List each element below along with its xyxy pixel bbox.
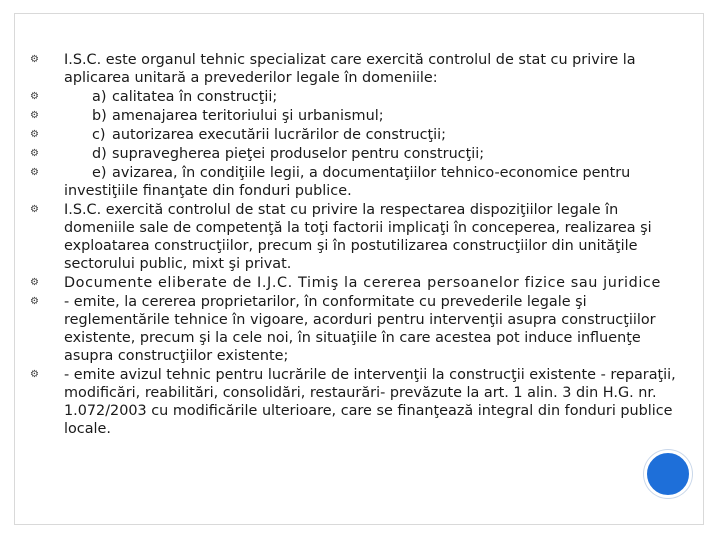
item-text: avizarea, în condiţiile legii, a documentaţiilor tehnico-economice pentru investiţiile finanţate din fonduri publice.	[64, 165, 631, 199]
gear-icon: ⚙	[30, 129, 39, 140]
bullet-documents-heading	[30, 274, 690, 292]
bullet-text: - emite avizul tehnic pentru lucrările de intervenţii la construcţii existente - reparaţii, modificări, reabilitări, consolidări, restaurări- prevăzute la art. 1 alin. 3 din H.G. nr. 1.072/2003 cu modificările ulterioare, care se finanţează integral din fonduri publice locale.	[64, 367, 676, 437]
gear-icon: ⚙	[30, 148, 39, 159]
bullet-text: I.S.C. este organul tehnic specializat care exercită controlul de stat cu privire la aplicarea unitară a prevederilor legale în domeniile:	[64, 52, 636, 86]
bullet-text: Documente eliberate de I.J.C. Timiş la cererea persoanelor fizice sau juridice	[64, 275, 661, 291]
bullet-text: - emite, la cererea proprietarilor, în conformitate cu prevederile legale şi reglementările tehnice în vigoare, acorduri pentru intervenţii asupra construcţiilor existente, precum şi la cele noi, în situaţiile în care acestea pot induce influenţe asupra construcţiilor existente;	[64, 294, 656, 364]
bullet-item-d	[30, 145, 690, 163]
item-letter: c)	[92, 127, 106, 143]
item-text: autorizarea executării lucrărilor de construcţii;	[112, 127, 446, 143]
bullet-item-b	[30, 107, 690, 125]
gear-icon: ⚙	[30, 167, 39, 178]
bullet-item-a	[30, 88, 690, 106]
bullet-intro	[30, 51, 690, 87]
slide-content	[30, 51, 690, 439]
gear-icon: ⚙	[30, 54, 39, 65]
item-text: calitatea în construcţii;	[112, 89, 278, 105]
decorative-circle	[644, 450, 692, 498]
item-letter: b)	[92, 108, 107, 124]
bullet-acorduri	[30, 293, 690, 365]
gear-icon: ⚙	[30, 369, 39, 380]
gear-icon: ⚙	[30, 91, 39, 102]
item-letter: e)	[92, 165, 107, 181]
bullet-item-e	[30, 164, 690, 200]
gear-icon: ⚙	[30, 204, 39, 215]
bullet-aviz-tehnic	[30, 366, 690, 438]
gear-icon: ⚙	[30, 296, 39, 307]
bullet-text: I.S.C. exercită controlul de stat cu privire la respectarea dispoziţiilor legale în domeniile sale de competenţă la toţi factorii implicaţi în conceperea, realizarea şi exploatarea construcţiilor, precum şi în postutilizarea construcţiilor din unităţile sectorului public, mixt şi privat.	[64, 202, 652, 272]
bullet-item-c	[30, 126, 690, 144]
gear-icon: ⚙	[30, 277, 39, 288]
item-letter: d)	[92, 146, 107, 162]
item-letter: a)	[92, 89, 107, 105]
gear-icon: ⚙	[30, 110, 39, 121]
bullet-control	[30, 201, 690, 273]
item-text: supravegherea pieţei produselor pentru construcţii;	[112, 146, 485, 162]
item-text: amenajarea teritoriului şi urbanismul;	[112, 108, 384, 124]
